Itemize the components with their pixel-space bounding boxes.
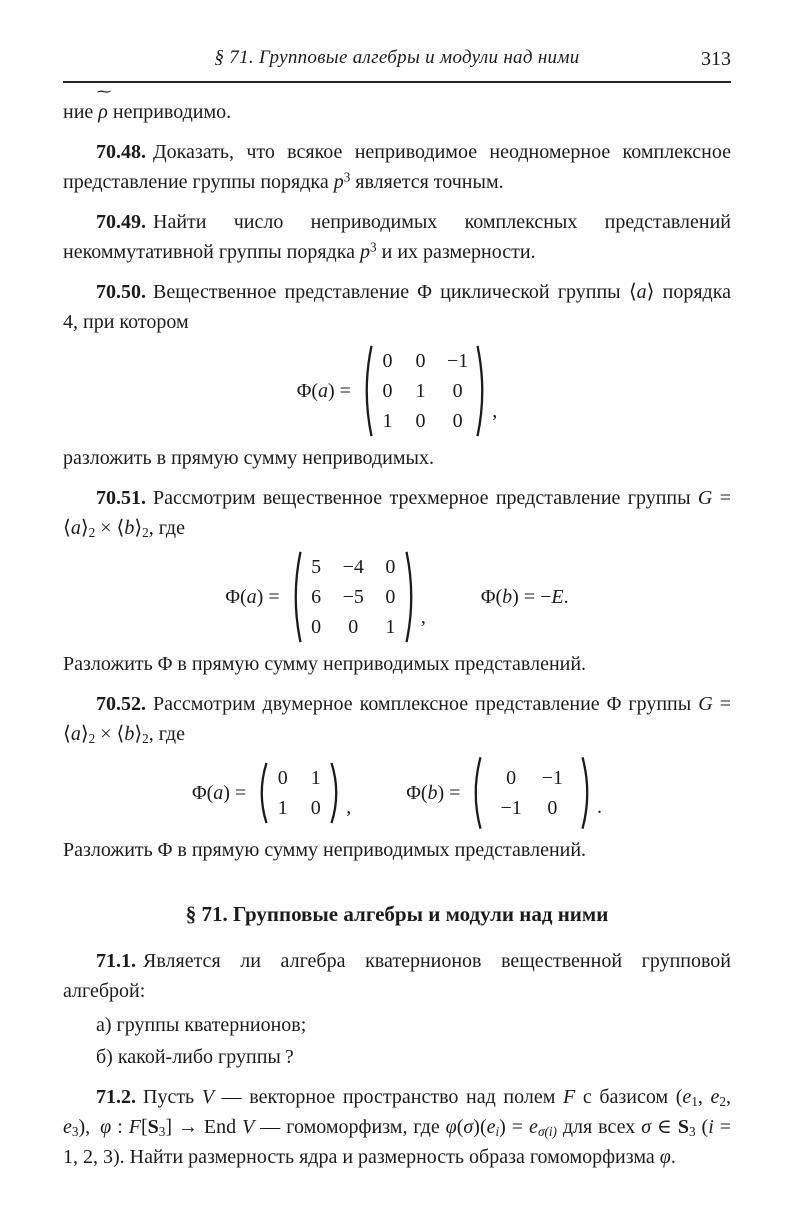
problem-number: 70.48. — [96, 141, 146, 163]
problem-text: Рассмотрим двумерное комплексное представление Φ группы $G = ⟨a⟩_2$ × $⟨b⟩_2$, где — [63, 693, 731, 746]
problem-70-51 — [63, 483, 731, 543]
right-paren-icon — [405, 549, 418, 645]
equation-lhs: Φ(a) = — [191, 782, 247, 804]
problem-number: 71.1. — [96, 950, 136, 973]
matrix-2x2 — [469, 755, 594, 831]
equation-phi-a — [225, 549, 426, 645]
problem-70-49 — [63, 207, 731, 267]
equation-punctuation: , — [346, 796, 352, 818]
right-paren-icon — [581, 755, 594, 831]
problem-70-50 — [63, 277, 731, 337]
left-paren-icon — [360, 343, 373, 439]
matrix-3x3 — [289, 549, 418, 645]
rho-tilde-symbol: ∼ ρ — [94, 85, 113, 123]
problem-text: Найти число неприводимых комплексных представлений некоммутативной группы порядка $p^3$ и их размерности. — [63, 211, 731, 263]
list-item-b: б) какой-либо группы ? — [96, 1046, 294, 1069]
problem-71-2 — [63, 1082, 731, 1172]
matrix-cells: 0 −1 −1 0 — [500, 767, 564, 819]
right-paren-icon — [476, 343, 489, 439]
problem-70-52 — [63, 689, 731, 749]
equation-punctuation: , — [492, 400, 498, 422]
list-item-a: а) группы кватернионов; — [96, 1014, 307, 1037]
problem-text: Доказать, что всякое неприводимое неодномерное комплексное представление группы порядка $p^3$ является точным. — [63, 141, 731, 193]
display-equation-70-51 — [63, 549, 731, 645]
equation-phi-b — [406, 755, 602, 831]
continuation-post: неприводимо. — [107, 101, 232, 123]
right-paren-icon — [330, 761, 343, 825]
matrix-cells: 5 −4 0 6 −5 0 0 0 1 — [311, 556, 396, 638]
continuation-pre: ние — [63, 101, 99, 123]
problem-number: 70.50. — [96, 281, 146, 303]
problem-number: 71.2. — [96, 1086, 136, 1109]
running-header — [63, 46, 731, 83]
equation-phi-a — [192, 761, 351, 825]
problem-text: Пусть V — векторное пространство над полем F с базисом ($e_1$, $e_2$, $e_3$), φ : $F[S_3]$ → End V — гомоморфизм, где $\varphi(\sigma)(e_i) = e_{\sigma(i)}$ для всех σ ∈ $S_3$ (i = 1, 2, 3). Найти размерность ядра и размерность образа гомоморфизма φ. — [63, 1086, 732, 1169]
problem-text: Является ли алгебра кватернионов вещественной групповой алгеброй: — [63, 950, 731, 1003]
matrix-cells: 0 1 1 0 — [277, 767, 321, 819]
equation-punctuation: , — [420, 606, 426, 628]
matrix-3x3 — [360, 343, 489, 439]
display-equation-70-52 — [63, 755, 731, 831]
problem-number: 70.49. — [96, 211, 146, 233]
paragraph-continuation — [63, 85, 731, 127]
matrix-cells: 0 0 −1 0 1 0 1 0 0 — [382, 350, 469, 432]
equation-punctuation: . — [597, 796, 603, 818]
problem-number: 70.52. — [96, 693, 146, 715]
matrix-2x2 — [255, 761, 343, 825]
problem-number: 70.51. — [96, 487, 146, 509]
problem-text: Вещественное представление Φ циклической группы ⟨a⟩ порядка 4, при котором — [63, 281, 731, 333]
problem-71-1 — [63, 946, 731, 1006]
problem-70-48 — [63, 137, 731, 197]
equation-lhs: Φ(a) = — [225, 586, 280, 608]
equation-lhs: Φ(b) = — [406, 782, 461, 804]
problem-70-52-tail: Разложить Φ в прямую сумму неприводимых представлений. — [63, 839, 587, 861]
tilde-accent: ∼ — [94, 85, 113, 100]
problem-70-50-tail: разложить в прямую сумму неприводимых. — [63, 447, 434, 469]
equation-phi-b: Φ( b ) = − E . — [480, 586, 569, 608]
equation-lhs: Φ(a) = — [296, 380, 351, 402]
page-number: 313 — [701, 48, 731, 70]
equation-phi-a — [297, 343, 498, 439]
section-heading: § 71. Групповые алгебры и модули над ними — [185, 902, 609, 926]
problem-text: Рассмотрим вещественное трехмерное представление группы $G = ⟨a⟩_2$ × $⟨b⟩_2$, где — [63, 487, 731, 540]
running-header-title: § 71. Групповые алгебры и модули над ними — [214, 47, 580, 68]
left-paren-icon — [255, 761, 268, 825]
left-paren-icon — [469, 755, 482, 831]
problem-70-51-tail: Разложить Φ в прямую сумму неприводимых представлений. — [63, 653, 587, 675]
left-paren-icon — [289, 549, 302, 645]
display-equation-70-50 — [63, 343, 731, 439]
